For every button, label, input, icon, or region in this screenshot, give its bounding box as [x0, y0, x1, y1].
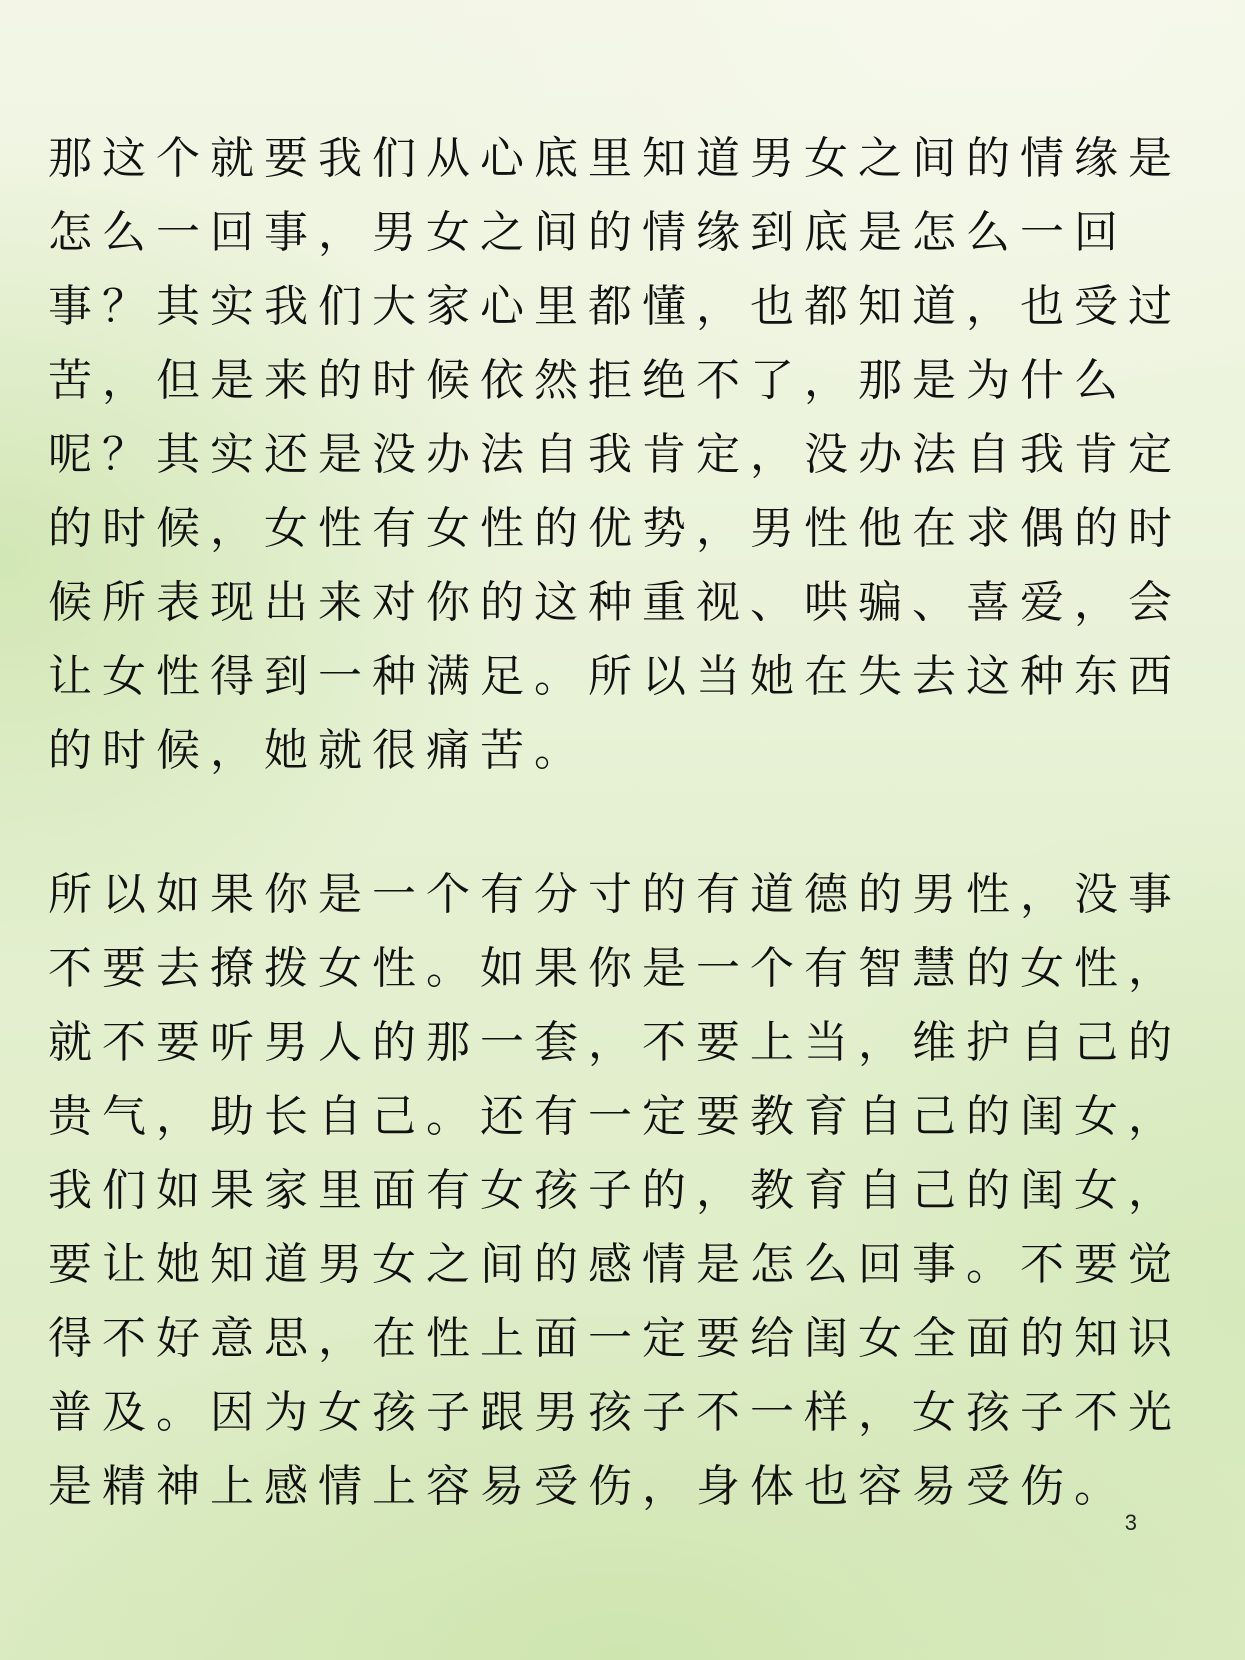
body-paragraph-1: 那这个就要我们从心底里知道男女之间的情缘是怎么一回事，男女之间的情缘到底是怎么一回事？其实我们大家心里都懂，也都知道，也受过苦，但是来的时候依然拒绝不了，那是为什么呢？其实还是没办法自我肯定，没办法自我肯定的时候，女性有女性的优势，男性他在求偶的时候所表现出来对你的这种重视、哄骗、喜爱，会让女性得到一种满足。所以当她在失去这种东西的时候，她就很痛苦。 — [48, 133, 1182, 776]
page-number: 3 — [1124, 1510, 1137, 1535]
body-paragraph-2: 所以如果你是一个有分寸的有道德的男性，没事不要去撩拨女性。如果你是一个有智慧的女性，就不要听男人的那一套，不要上当，维护自己的贵气，助长自己。还有一定要教育自己的闺女，我们如果家里面有女孩子的，教育自己的闺女，要让她知道男女之间的感情是怎么回事。不要觉得不好意思，在性上面一定要给闺女全面的知识普及。因为女孩子跟男孩子不一样，女孩子不光是精神上感情上容易受伤，身体也容易受伤。 — [48, 869, 1182, 1512]
